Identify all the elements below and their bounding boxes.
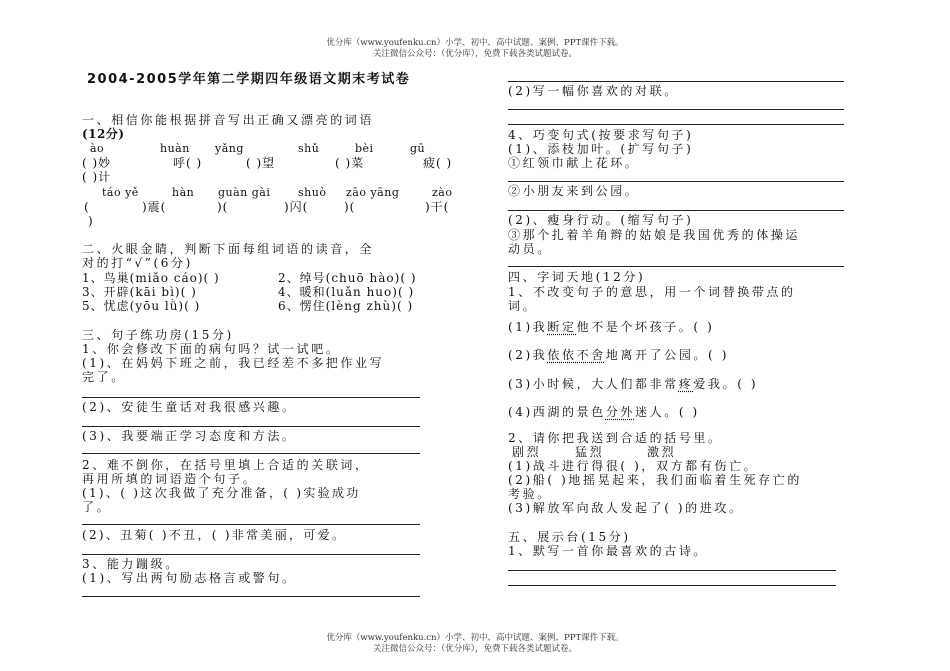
poem-question: 1、默写一首你最喜欢的古诗。 <box>508 544 709 558</box>
shorten-sentence-1: ③那个扎着羊角辫的姑娘是我国优秀的体操运 <box>508 228 801 242</box>
text: (2)我 <box>508 348 548 362</box>
footer-line-2: 关注微信公众号：（优分库），免费下载各类试题试卷。 <box>372 644 577 654</box>
synonym-item-4 <box>508 405 700 419</box>
answer-line[interactable] <box>508 585 836 586</box>
fill-blank-shu: ( )菜 <box>335 156 365 170</box>
dotted-word: 依依不舍 <box>547 348 606 362</box>
answer-line[interactable] <box>508 570 836 571</box>
answer-line[interactable] <box>508 109 844 110</box>
text: 他不是个坏孩子。( ) <box>576 320 715 334</box>
exam-title: 2004-2005学年第二学期四年级语文期末考试卷 <box>87 72 411 87</box>
ability-question-1: (1)、写出两句励志格言或警句。 <box>82 571 297 585</box>
expand-sentence-question: (1)、添枝加叶。(扩写句子) <box>508 142 694 156</box>
dotted-word: 疼 <box>678 377 694 391</box>
word-placement-1: (1)战斗进行得很( )，双方都有伤亡。 <box>508 459 759 473</box>
fill-blank-row2-f: )干( <box>425 200 450 214</box>
word-placement-2-cont: 考验。 <box>508 487 552 501</box>
fill-blank-yang: ( )望 <box>246 156 276 170</box>
fill-blank-row2-e: )( <box>344 200 356 214</box>
text: 地离开了公园。( ) <box>605 348 729 362</box>
synonym-item-1 <box>508 320 714 334</box>
fill-blank-row2-c: )( <box>217 200 229 214</box>
text: (3)小时候，大人们都非常 <box>508 377 679 391</box>
expand-sentence-1: ①红领巾献上花环。 <box>508 156 640 170</box>
synonym-question-cont: 词。 <box>508 299 538 313</box>
answer-line[interactable] <box>508 210 844 211</box>
dotted-word: 断定 <box>547 320 577 334</box>
answer-line[interactable] <box>508 124 844 125</box>
header-line-2: 关注微信公众号：（优分库），免费下载各类试题试卷。 <box>372 49 577 59</box>
pinyin-shuo: shuò <box>298 186 327 199</box>
answer-line[interactable] <box>82 426 420 427</box>
sentence-fix-2: (2)、安徒生童话对我很感兴趣。 <box>82 400 297 414</box>
judge-item-1: 1、鸟巢(miǎo cáo)( ) <box>82 271 220 285</box>
fill-blank-bei: ( )计 <box>82 170 112 184</box>
answer-line[interactable] <box>82 524 420 525</box>
conjunction-2: (2)、丑菊( )不丑，( )非常美丽，可爱。 <box>82 528 347 542</box>
pinyin-huan: huàn <box>160 142 190 155</box>
pinyin-gu: gū <box>410 142 426 155</box>
conjunction-1: (1)、( )这次我做了充分准备，( )实验成功 <box>82 486 361 500</box>
word-placement-3: (3)解放军向敌人发起了( )的进攻。 <box>508 501 744 515</box>
fill-blank-row2-a: ( <box>84 200 90 214</box>
word-placement-2: (2)船( )地摇晃起来，我们面临着生死存亡的 <box>508 473 802 487</box>
sentence-fix-3: (3)、我要端正学习态度和方法。 <box>82 429 297 443</box>
fill-blank-row2-b: )震( <box>142 200 167 214</box>
section-2-title-2: 对的打“√”(6分) <box>82 256 193 270</box>
conjunction-question: 2、难不倒你，在括号里填上合适的关联词， <box>82 458 370 472</box>
word-option-3: 激烈 <box>647 445 677 459</box>
pinyin-taoye: táo yě <box>102 186 139 199</box>
pinyin-zaoyang: zāo yāng <box>346 186 400 199</box>
section-3-title: 三、句子练功房(15分) <box>82 328 234 342</box>
dotted-word: 分外 <box>605 405 636 419</box>
pinyin-shu: shǔ <box>298 142 320 155</box>
judge-item-2: 2、绰号(chuō hào)( ) <box>278 271 417 285</box>
fill-blank-gu: 疲( ) <box>423 156 453 170</box>
pinyin-bei: bèi <box>355 142 374 155</box>
answer-line[interactable] <box>508 181 844 182</box>
pinyin-guangai: guàn gài <box>218 186 271 199</box>
conjunction-question-2: 再用所填的词语造个句子。 <box>82 472 258 486</box>
text: 迷人。( ) <box>635 405 700 419</box>
synonym-item-3 <box>508 377 758 391</box>
pinyin-zao: zào <box>432 186 453 199</box>
text: 爱我。( ) <box>693 377 759 391</box>
ability-question: 3、能力蹦级。 <box>82 557 180 571</box>
answer-line[interactable] <box>82 554 420 555</box>
section-1-title: 一、相信你能根据拼音写出正确又漂亮的词语 <box>82 113 375 127</box>
judge-item-4: 4、暖和(luǎn huo)( ) <box>278 285 415 299</box>
expand-sentence-2: ②小朋友来到公园。 <box>508 184 640 198</box>
sentence-fix-1-cont: 完了。 <box>82 370 126 384</box>
fill-blank-huan: 呼( ) <box>173 156 203 170</box>
header-line-1: 优分库（www.youfenku.cn）小学、初中、高中试题、案例、PPT课件下载。 <box>326 38 624 48</box>
section-4-title: 四、字词天地(12分) <box>508 270 646 284</box>
judge-item-6: 6、愣住(lèng zhù)( ) <box>278 299 414 313</box>
text: (4)西湖的景色 <box>508 405 606 419</box>
answer-line[interactable] <box>508 266 844 267</box>
fill-blank-row2-end: ) <box>88 214 96 228</box>
answer-line[interactable] <box>508 81 844 82</box>
fill-blank-row2-d: )闪( <box>284 200 309 214</box>
word-option-1: 剧烈 <box>512 445 542 459</box>
page-header <box>0 38 950 60</box>
synonym-question: 1、不改变句子的意思，用一个词替换带点的 <box>508 285 796 299</box>
text: (1)我 <box>508 320 548 334</box>
pinyin-han: hàn <box>172 186 195 199</box>
section-1-score: (12分) <box>82 127 125 141</box>
answer-line[interactable] <box>82 453 420 454</box>
conjunction-1-cont: 了。 <box>82 500 112 514</box>
sentence-fix-question: 1、你会修改下面的病句吗？试一试吧。 <box>82 342 341 356</box>
sentence-fix-1: (1)、在妈妈下班之前，我已经差不多把作业写 <box>82 356 385 370</box>
answer-line[interactable] <box>82 397 420 398</box>
section-2-title: 二、火眼金睛，判断下面每组词语的读音，全 <box>82 242 375 256</box>
word-placement-question: 2、请你把我送到合适的括号里。 <box>508 431 723 445</box>
shorten-sentence-1-cont: 动员。 <box>508 242 552 256</box>
word-option-2: 猛烈 <box>575 445 605 459</box>
couplet-question: (2)写一幅你喜欢的对联。 <box>508 84 679 98</box>
judge-item-3: 3、开辟(kāi bì)( ) <box>82 285 197 299</box>
section-5-title: 五、展示台(15分) <box>508 530 631 544</box>
fill-blank-ao: ( )妙 <box>82 156 112 170</box>
shorten-sentence-question: (2)、瘦身行动。(缩写句子) <box>508 213 694 227</box>
pinyin-yang: yǎng <box>215 142 244 155</box>
pinyin-ao: ào <box>90 142 105 155</box>
footer-line-1: 优分库（www.youfenku.cn）小学、初中、高中试题、案例、PPT课件下载。 <box>326 633 624 643</box>
answer-line[interactable] <box>82 596 420 597</box>
rewrite-question: 4、巧变句式(按要求写句子) <box>508 128 694 142</box>
judge-item-5: 5、忧虑(yōu lǜ)( ) <box>82 299 201 313</box>
page-footer <box>0 633 950 655</box>
synonym-item-2 <box>508 348 729 362</box>
